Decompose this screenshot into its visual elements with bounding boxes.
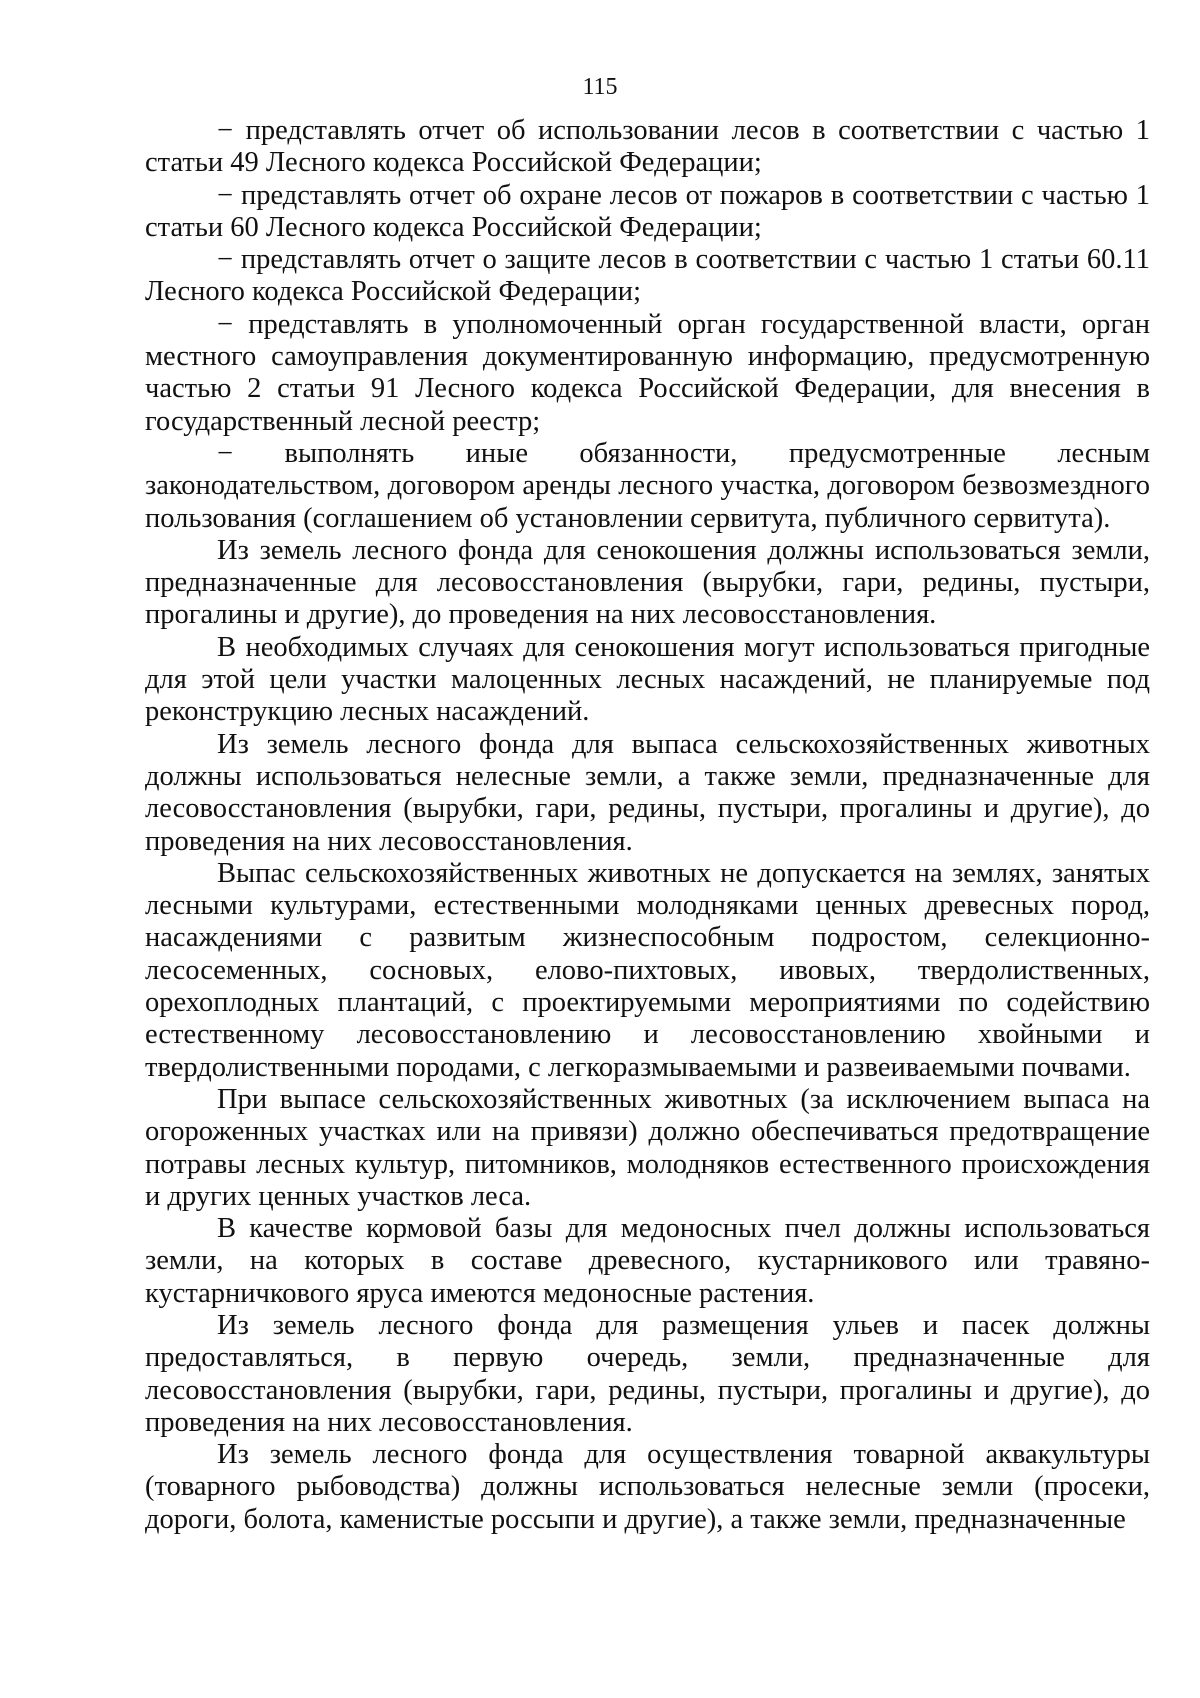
paragraph-grazing-prevention: При выпасе сельскохозяйственных животных (за исключением выпаса на огороженных участках или на привязи) должно обеспечиваться предотвращение потравы лесных культур, питомников, молодняков естественного происхождения и других ценных участков леса. bbox=[145, 1083, 1150, 1212]
paragraph-bee-forage: В качестве кормовой базы для медоносных пчел должны использоваться земли, на которых в составе древесного, кустарникового или травяно-кустарничкового яруса имеются медоносные растения. bbox=[145, 1213, 1150, 1309]
paragraph-grazing-prohibited: Выпас сельскохозяйственных животных не допускается на землях, занятых лесными культурами, естественными молодняками ценных древесных пород, насаждениями с развитым жизнеспособным подростом, селекционно-лесосеменных, сосновых, елово-пихтовых, ивовых, твердолиственных, орехоплодных плантаций, с проектируемыми мероприятиями по содействию естественному лесовосстановлению и лесовосстановлению хвойными и твердолиственными породами, с легкоразмываемыми и развеиваемыми почвами. bbox=[145, 857, 1150, 1083]
list-item-submit-registry-info: − представлять в уполномоченный орган государственной власти, орган местного самоуправления документированную информацию, предусмотренную частью 2 статьи 91 Лесного кодекса Российской Федерации, для внесения в государственный лесной реестр; bbox=[145, 308, 1150, 437]
list-item-report-fire-protection: − представлять отчет об охране лесов от пожаров в соответствии с частью 1 статьи 60 Лесного кодекса Российской Федерации; bbox=[145, 179, 1150, 243]
paragraph-apiary-placement: Из земель лесного фонда для размещения ульев и пасек должны предоставляться, в первую очередь, земли, предназначенные для лесовосстановления (вырубки, гари, редины, пустыри, прогалины и другие), до проведения на них лесовосстановления. bbox=[145, 1309, 1150, 1438]
list-item-report-forest-protection: − представлять отчет о защите лесов в соответствии с частью 1 статьи 60.11 Лесного кодекса Российской Федерации; bbox=[145, 244, 1150, 308]
list-item-other-duties: − выполнять иные обязанности, предусмотренные лесным законодательством, договором аренды лесного участка, договором безвозмездного пользования (соглашением об установлении сервитута, публичного сервитута). bbox=[145, 437, 1150, 534]
paragraph-aquaculture: Из земель лесного фонда для осуществления товарной аквакультуры (товарного рыбоводства) должны использоваться нелесные земли (просеки, дороги, болота, каменистые россыпи и другие), а также земли, предназначенные bbox=[145, 1439, 1150, 1535]
list-item-report-forest-use: − представлять отчет об использовании лесов в соответствии с частью 1 статьи 49 Лесного кодекса Российской Федерации; bbox=[145, 115, 1150, 179]
paragraph-haymaking-low-value: В необходимых случаях для сенокошения могут использоваться пригодные для этой цели участки малоценных лесных насаждений, не планируемые под реконструкцию лесных насаждений. bbox=[145, 631, 1150, 728]
paragraph-haymaking-lands: Из земель лесного фонда для сенокошения должны использоваться земли, предназначенные для лесовосстановления (вырубки, гари, редины, пустыри, прогалины и другие), до проведения на них лесовосстановления. bbox=[145, 534, 1150, 631]
page-number: 115 bbox=[582, 74, 618, 100]
document-body bbox=[145, 115, 1150, 1536]
paragraph-grazing-lands: Из земель лесного фонда для выпаса сельскохозяйственных животных должны использоваться нелесные земли, а также земли, предназначенные для лесовосстановления (вырубки, гари, редины, пустыри, прогалины и другие), до проведения на них лесовосстановления. bbox=[145, 728, 1150, 857]
